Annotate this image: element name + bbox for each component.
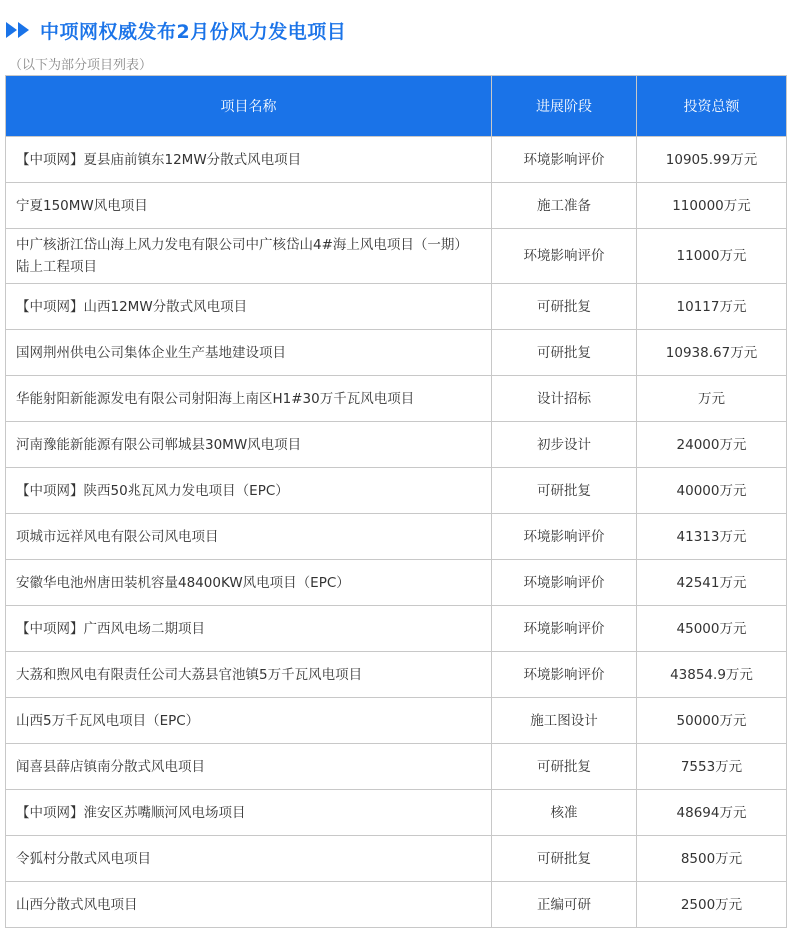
stage-cell: 环境影响评价 [492, 137, 637, 183]
stage-cell: 施工图设计 [492, 698, 637, 744]
amount-cell: 43854.9万元 [637, 652, 787, 698]
project-name-cell: 令狐村分散式风电项目 [6, 836, 492, 882]
amount-cell: 41313万元 [637, 514, 787, 560]
table-row [6, 790, 787, 836]
project-name-cell: 山西分散式风电项目 [6, 882, 492, 928]
stage-cell: 可研批复 [492, 836, 637, 882]
table-row [6, 376, 787, 422]
page-heading [6, 16, 346, 44]
table-row [6, 229, 787, 284]
amount-cell: 110000万元 [637, 183, 787, 229]
page-title: 中项网权威发布2月份风力发电项目 [40, 20, 347, 43]
stage-cell: 环境影响评价 [492, 606, 637, 652]
table-row [6, 330, 787, 376]
amount-cell: 50000万元 [637, 698, 787, 744]
stage-cell: 可研批复 [492, 468, 637, 514]
project-name-cell: 宁夏150MW风电项目 [6, 183, 492, 229]
amount-cell: 7553万元 [637, 744, 787, 790]
amount-cell: 10905.99万元 [637, 137, 787, 183]
table-row [6, 652, 787, 698]
project-name-cell: 河南豫能新能源有限公司郸城县30MW风电项目 [6, 422, 492, 468]
stage-cell: 核准 [492, 790, 637, 836]
stage-cell: 初步设计 [492, 422, 637, 468]
double-arrow-right-icon [6, 20, 32, 40]
amount-cell: 8500万元 [637, 836, 787, 882]
stage-cell: 可研批复 [492, 284, 637, 330]
project-name-cell: 【中项网】山西12MW分散式风电项目 [6, 284, 492, 330]
project-name-cell: 国网荆州供电公司集体企业生产基地建设项目 [6, 330, 492, 376]
project-name-cell: 项城市远祥风电有限公司风电项目 [6, 514, 492, 560]
amount-cell: 45000万元 [637, 606, 787, 652]
stage-cell: 设计招标 [492, 376, 637, 422]
project-name-cell: 【中项网】夏县庙前镇东12MW分散式风电项目 [6, 137, 492, 183]
stage-cell: 环境影响评价 [492, 560, 637, 606]
project-name-cell: 【中项网】淮安区苏嘴顺河风电场项目 [6, 790, 492, 836]
table-row [6, 514, 787, 560]
amount-cell: 万元 [637, 376, 787, 422]
table-row [6, 560, 787, 606]
table-row [6, 606, 787, 652]
amount-cell: 40000万元 [637, 468, 787, 514]
stage-cell: 环境影响评价 [492, 229, 637, 284]
project-name-cell: 安徽华电池州唐田装机容量48400KW风电项目（EPC） [6, 560, 492, 606]
column-header-stage: 进展阶段 [492, 76, 637, 137]
column-header-amount: 投资总额 [637, 76, 787, 137]
project-name-cell: 华能射阳新能源发电有限公司射阳海上南区H1#30万千瓦风电项目 [6, 376, 492, 422]
table-row [6, 137, 787, 183]
project-name-cell: 【中项网】陕西50兆瓦风力发电项目（EPC） [6, 468, 492, 514]
table-row [6, 882, 787, 928]
table-row [6, 422, 787, 468]
amount-cell: 10938.67万元 [637, 330, 787, 376]
amount-cell: 24000万元 [637, 422, 787, 468]
stage-cell: 可研批复 [492, 744, 637, 790]
table-row [6, 744, 787, 790]
table-header-row [6, 76, 787, 137]
project-name-cell: 【中项网】广西风电场二期项目 [6, 606, 492, 652]
table-row [6, 183, 787, 229]
amount-cell: 10117万元 [637, 284, 787, 330]
amount-cell: 11000万元 [637, 229, 787, 284]
stage-cell: 环境影响评价 [492, 514, 637, 560]
stage-cell: 施工准备 [492, 183, 637, 229]
stage-cell: 可研批复 [492, 330, 637, 376]
column-header-name: 项目名称 [6, 76, 492, 137]
stage-cell: 正编可研 [492, 882, 637, 928]
table-row [6, 284, 787, 330]
project-name-cell: 中广核浙江岱山海上风力发电有限公司中广核岱山4#海上风电项目（一期）陆上工程项目 [6, 229, 492, 284]
amount-cell: 2500万元 [637, 882, 787, 928]
project-name-cell: 闻喜县薛店镇南分散式风电项目 [6, 744, 492, 790]
list-subtitle: （以下为部分项目列表） [9, 58, 153, 73]
project-table [5, 75, 787, 928]
table-row [6, 698, 787, 744]
table-row [6, 836, 787, 882]
amount-cell: 48694万元 [637, 790, 787, 836]
stage-cell: 环境影响评价 [492, 652, 637, 698]
amount-cell: 42541万元 [637, 560, 787, 606]
table-row [6, 468, 787, 514]
project-name-cell: 山西5万千瓦风电项目（EPC） [6, 698, 492, 744]
project-name-cell: 大荔和煦风电有限责任公司大荔县官池镇5万千瓦风电项目 [6, 652, 492, 698]
